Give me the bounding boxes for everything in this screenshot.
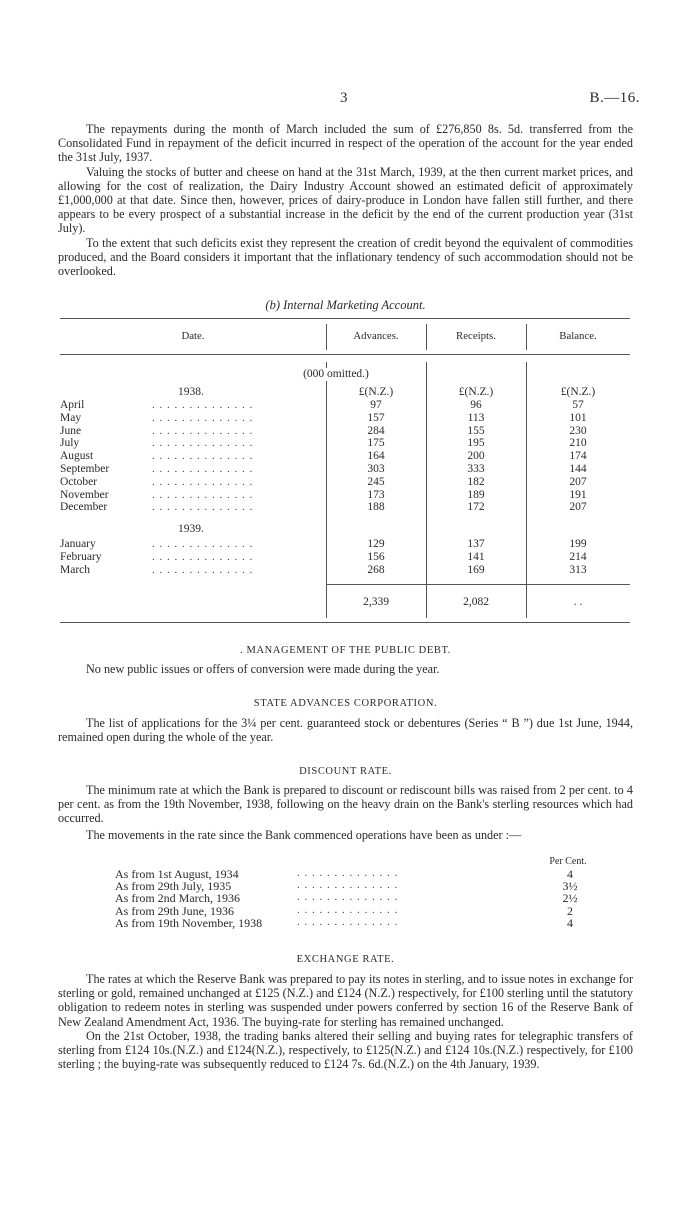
- rate-date-label: As from 1st August, 1934: [115, 867, 239, 881]
- table-row: [60, 450, 630, 463]
- year-label-1939: 1939.: [178, 523, 204, 535]
- header-rule: [60, 354, 630, 355]
- table-row: [60, 425, 630, 438]
- leader-dots: . . . . . . . . . . . . . .: [152, 399, 254, 411]
- unit-label: £(N.Z.): [458, 386, 494, 398]
- row-balance: 207: [569, 475, 587, 488]
- leader-dots: . . . . . . . . . . . . . .: [152, 488, 254, 501]
- total-rule: [326, 584, 630, 585]
- row-advances: 303: [367, 463, 385, 475]
- row-receipts: 96: [470, 399, 482, 411]
- paragraph-discount-rate: The minimum rate at which the Bank is prepared to discount or rediscount bills was raised from 2 per cent. to 4 per cent. as from the 19th November, 1938, following on the heavy drain on the Bank's sterling resources which had occurred.: [58, 783, 633, 826]
- heading-discount-rate: DISCOUNT RATE.: [299, 766, 392, 777]
- row-advances: 245: [367, 475, 385, 488]
- row-balance: 144: [569, 463, 587, 475]
- column-header-date: Date.: [181, 330, 205, 342]
- paragraph-public-debt: No new public issues or offers of conversion were made during the year.: [86, 662, 440, 676]
- row-advances: 175: [367, 437, 385, 450]
- table-row: [60, 551, 630, 564]
- row-advances: 173: [367, 488, 385, 501]
- table-row: [60, 412, 630, 425]
- rate-value: 2½: [562, 891, 578, 906]
- paragraph-repayments: The repayments during the month of March included the sum of £276,850 8s. 5d. transferred from the Consolidated Fund in repayment of the deficit incurred in respect of the operation of the account for the year ended the 31st July, 1937.: [58, 122, 633, 165]
- row-receipts: 155: [467, 424, 485, 437]
- table-rule-bottom: [60, 622, 630, 623]
- leader-dots: . . . . . . . . . . . . . .: [152, 475, 254, 488]
- leader-dots: . . . . . . . . . . . . . .: [297, 879, 399, 892]
- paragraph-rate-movements: The movements in the rate since the Bank commenced operations have been as under :—: [86, 827, 522, 842]
- row-balance: 230: [569, 424, 587, 437]
- row-balance: 210: [569, 437, 587, 450]
- leader-dots: . . . . . . . . . . . . . .: [297, 915, 399, 928]
- rate-value: 4: [567, 915, 573, 930]
- row-advances: 284: [367, 424, 385, 437]
- row-balance: 207: [569, 501, 587, 514]
- row-month: August: [60, 450, 94, 463]
- row-balance: 57: [572, 399, 584, 411]
- row-receipts: 195: [467, 437, 485, 450]
- total-advances: 2,339: [363, 596, 389, 608]
- table-row: [60, 564, 630, 577]
- public-debt-section: [58, 662, 633, 676]
- leader-dots: . . . . . . . . . . . . . .: [152, 411, 254, 424]
- rate-row: [115, 916, 585, 930]
- row-month: January: [60, 538, 96, 550]
- unit-label: £(N.Z.): [560, 386, 596, 398]
- year-label-1938: 1938.: [178, 386, 204, 398]
- rate-value: 4: [567, 867, 573, 881]
- table-row: [60, 463, 630, 476]
- row-month: February: [60, 550, 102, 563]
- row-advances: 97: [370, 399, 382, 411]
- paragraph-dairy-valuation: Valuing the stocks of butter and cheese on hand at the 31st March, 1939, at the then current market prices, and allowing for the cost of realization, the Dairy Industry Account showed an estimated deficit of approximately £1,000,000 at that date. Since then, however, prices of dairy-produce in London have fallen still further, and there appears to be every prospect of a substantial increase in the deficit by the end of the current production year (31st July).: [58, 164, 633, 236]
- leader-dots: . . . . . . . . . . . . . .: [152, 424, 254, 437]
- row-receipts: 189: [467, 488, 485, 501]
- heading-public-debt: . MANAGEMENT OF THE PUBLIC DEBT.: [240, 645, 451, 656]
- row-month: December: [60, 501, 108, 514]
- exchange-rate-section: [58, 972, 633, 1071]
- row-receipts: 137: [467, 538, 485, 550]
- page-number: 3: [340, 90, 348, 106]
- row-advances: 164: [367, 450, 385, 463]
- table-row: [60, 501, 630, 514]
- row-receipts: 200: [467, 450, 485, 463]
- column-header-receipts: Receipts.: [456, 330, 496, 342]
- row-advances: 157: [367, 411, 385, 424]
- document-reference: B.—16.: [589, 90, 640, 106]
- column-header-advances: Advances.: [353, 330, 399, 342]
- leader-dots: . . . . . . . . . . . . . .: [152, 538, 254, 550]
- row-balance: 174: [569, 450, 587, 463]
- row-receipts: 182: [467, 475, 485, 488]
- row-balance: 313: [569, 563, 587, 576]
- total-receipts: 2,082: [463, 596, 489, 608]
- rate-date-label: As from 29th July, 1935: [115, 879, 232, 894]
- table-row: [60, 399, 630, 412]
- leader-dots: . . . . . . . . . . . . . .: [297, 903, 399, 916]
- row-balance: 214: [569, 550, 587, 563]
- table-rule-top: [60, 318, 630, 319]
- intro-section: [58, 122, 633, 278]
- leader-dots: . . . . . . . . . . . . . .: [297, 891, 399, 904]
- table-row: [60, 437, 630, 450]
- rate-value: 2: [567, 903, 573, 918]
- row-advances: 188: [367, 501, 385, 514]
- internal-marketing-table: [60, 318, 630, 626]
- heading-exchange-rate: EXCHANGE RATE.: [296, 954, 395, 965]
- row-advances: 129: [367, 538, 385, 550]
- leader-dots: . . . . . . . . . . . . . .: [152, 463, 254, 475]
- table-caption: (b) Internal Marketing Account.: [265, 298, 426, 312]
- row-month: April: [60, 399, 85, 411]
- paragraph-deficits: To the extent that such deficits exist they represent the creation of credit beyond the equivalent of commodities produced, and the Board considers it important that the inflationary tendency of such accommodation should not be overlooked.: [58, 235, 633, 279]
- total-balance: . .: [573, 596, 583, 608]
- paragraph-state-advances: The list of applications for the 3¼ per cent. guaranteed stock or debentures (Series “ B ”) due 1st June, 1944, remained open during the whole of the year.: [58, 716, 633, 745]
- column-header-balance: Balance.: [559, 330, 597, 342]
- leader-dots: . . . . . . . . . . . . . .: [152, 550, 254, 563]
- row-balance: 101: [569, 411, 587, 424]
- row-balance: 199: [569, 538, 587, 550]
- row-advances: 156: [367, 550, 385, 563]
- row-month: June: [60, 424, 82, 437]
- row-receipts: 113: [467, 411, 485, 424]
- row-receipts: 333: [467, 463, 485, 475]
- row-month: October: [60, 475, 98, 488]
- row-balance: 191: [569, 488, 587, 501]
- unit-label: £(N.Z.): [358, 386, 394, 398]
- row-receipts: 141: [467, 550, 485, 563]
- discount-rate-section: [58, 783, 633, 842]
- leader-dots: . . . . . . . . . . . . . .: [152, 563, 254, 576]
- row-month: November: [60, 488, 109, 501]
- rate-date-label: As from 29th June, 1936: [115, 903, 234, 918]
- row-receipts: 172: [467, 501, 485, 514]
- row-month: May: [60, 411, 82, 424]
- table-row: [60, 538, 630, 551]
- table-row: [60, 476, 630, 489]
- rate-column-header: Per Cent.: [549, 856, 587, 867]
- row-month: September: [60, 463, 110, 475]
- leader-dots: . . . . . . . . . . . . . .: [152, 437, 254, 450]
- row-receipts: 169: [467, 563, 485, 576]
- paragraph-exchange-altered: On the 21st October, 1938, the trading banks altered their selling and buying rates for telegraphic transfers of sterling from £124 10s.(N.Z.) and £124(N.Z.), respectively, to £125(N.Z.) and £124 10s.(N.Z.) respectively, for £100 sterling ; the buying-rate was subsequently reduced to £124 7s. 6d.(N.Z.) on the 4th January, 1939.: [58, 1028, 633, 1072]
- rate-date-label: As from 19th November, 1938: [115, 915, 263, 930]
- row-month: March: [60, 563, 91, 576]
- table-row: [60, 489, 630, 502]
- heading-state-advances: STATE ADVANCES CORPORATION.: [253, 698, 438, 709]
- leader-dots: . . . . . . . . . . . . . .: [297, 867, 399, 879]
- units-omitted-note: (000 omitted.): [286, 368, 386, 381]
- state-advances-section: [58, 716, 633, 744]
- row-month: July: [60, 437, 80, 450]
- row-advances: 268: [367, 563, 385, 576]
- page-header: [0, 90, 700, 110]
- paragraph-exchange-unchanged: The rates at which the Reserve Bank was prepared to pay its notes in sterling, and to issue notes in exchange for sterling or gold, remained unchanged at £125 (N.Z.) and £124 (N.Z.) respectively, for £100 sterling until the statutory obligation to redeem notes in sterling was suspended under powers conferred by section 16 of the Reserve Bank of New Zealand Amendment Act, 1936. The buying-rate for sterling has remained unchanged.: [58, 972, 633, 1029]
- leader-dots: . . . . . . . . . . . . . .: [152, 450, 254, 463]
- rate-date-label: As from 2nd March, 1936: [115, 891, 240, 906]
- rate-value: 3½: [562, 879, 578, 894]
- leader-dots: . . . . . . . . . . . . . .: [152, 501, 254, 514]
